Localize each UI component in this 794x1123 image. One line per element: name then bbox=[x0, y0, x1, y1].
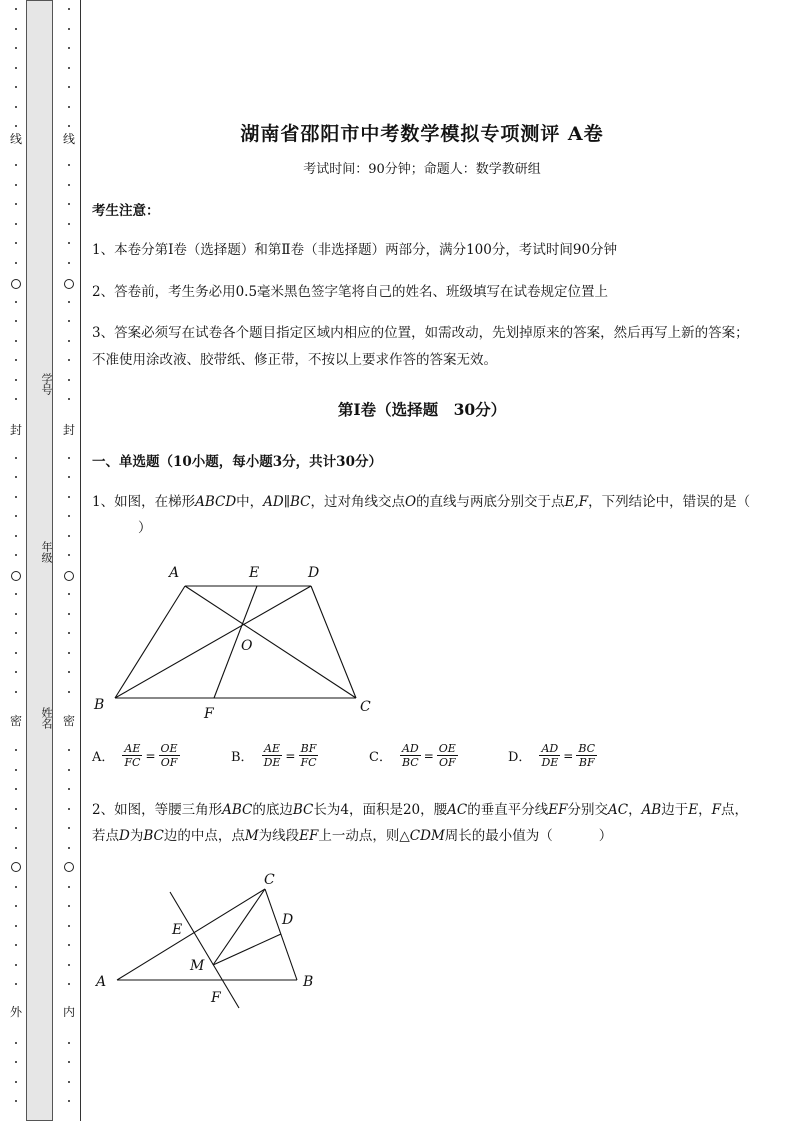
cut-dot bbox=[15, 515, 17, 517]
cut-dot bbox=[15, 983, 17, 985]
cut-dot bbox=[68, 886, 70, 888]
option-a[interactable]: A． $\frac{AE}{FC}$ = $\frac{OE}{OF}$ bbox=[92, 742, 178, 769]
label-O: O bbox=[241, 638, 253, 654]
diagonal-BD bbox=[115, 586, 311, 698]
name-field: 姓名 bbox=[40, 707, 53, 729]
segment-AB bbox=[115, 586, 185, 698]
cut-dot bbox=[15, 457, 17, 459]
exam-subtitle: 考试时间：90分钟；命题人：数学教研组 bbox=[303, 162, 541, 177]
cut-dot bbox=[15, 47, 17, 49]
cut-dot bbox=[68, 652, 70, 654]
cut-dot bbox=[68, 847, 70, 849]
cut-dot bbox=[68, 359, 70, 361]
cut-dot bbox=[68, 106, 70, 108]
triangle-figure bbox=[90, 864, 340, 1014]
cut-dot bbox=[15, 262, 17, 264]
notice-item-1: 1、本卷分第I卷（选择题）和第Ⅱ卷（非选择题）两部分，满分100分，考试时间90分钟 bbox=[92, 242, 618, 258]
cut-dot bbox=[15, 301, 17, 303]
cut-dot bbox=[68, 808, 70, 810]
cut-dot bbox=[68, 535, 70, 537]
segment-DC bbox=[311, 586, 356, 698]
cut-dot bbox=[68, 47, 70, 49]
cut-dot bbox=[15, 1042, 17, 1044]
cut-dot bbox=[15, 28, 17, 30]
cut-dot bbox=[15, 944, 17, 946]
trapezoid-figure bbox=[90, 558, 390, 728]
cut-dot bbox=[15, 808, 17, 810]
cut-dot bbox=[15, 320, 17, 322]
label-C: C bbox=[264, 872, 275, 888]
cut-circle-icon bbox=[64, 571, 74, 581]
label-B: B bbox=[303, 974, 314, 990]
cut-dot bbox=[15, 203, 17, 205]
cut-dot bbox=[68, 632, 70, 634]
label-B: B bbox=[94, 697, 105, 713]
inner-line-label: 线 bbox=[62, 132, 75, 146]
cut-dot bbox=[15, 964, 17, 966]
cut-dot bbox=[15, 184, 17, 186]
cut-dot bbox=[68, 749, 70, 751]
cut-dot bbox=[68, 788, 70, 790]
cut-dot bbox=[15, 398, 17, 400]
cut-dot bbox=[68, 301, 70, 303]
cut-dot bbox=[68, 379, 70, 381]
cut-dot bbox=[68, 905, 70, 907]
cut-dot bbox=[15, 613, 17, 615]
notice-item-3: 3、答案必须写在试卷各个题目指定区域内相应的位置，如需改动，先划掉原来的答案，然后再写上新的答案；不准使用涂改液、胶带纸、修正带，不按以上要求作答的答案无效。 bbox=[92, 325, 749, 368]
cut-dot bbox=[15, 476, 17, 478]
inner-inside-label: 内 bbox=[62, 1005, 75, 1019]
label-E: E bbox=[249, 565, 260, 581]
grade-field: 年级 bbox=[40, 541, 53, 563]
cut-dot bbox=[15, 652, 17, 654]
cut-dot bbox=[15, 827, 17, 829]
label-A: A bbox=[96, 974, 107, 990]
cut-dot bbox=[15, 340, 17, 342]
cut-dot bbox=[68, 476, 70, 478]
cut-dot bbox=[15, 86, 17, 88]
cut-dot bbox=[15, 164, 17, 166]
cut-dot bbox=[68, 223, 70, 225]
cut-dot bbox=[15, 925, 17, 927]
section-title: 第I卷（选择题 30分） bbox=[337, 400, 507, 419]
label-A: A bbox=[169, 565, 180, 581]
cut-dot bbox=[68, 1042, 70, 1044]
cut-dot bbox=[68, 8, 70, 10]
binding-line bbox=[80, 0, 81, 1121]
cut-dot bbox=[68, 983, 70, 985]
cut-dot bbox=[15, 905, 17, 907]
notice-item-2: 2、答卷前，考生务必用0.5毫米黑色签字笔将自己的姓名、班级填写在试卷规定位置上 bbox=[92, 284, 609, 300]
cut-dot bbox=[15, 1061, 17, 1063]
cut-dot bbox=[68, 944, 70, 946]
outer-seal-label: 封 bbox=[9, 423, 22, 437]
cut-dot bbox=[15, 106, 17, 108]
cut-dot bbox=[15, 788, 17, 790]
cut-dot bbox=[15, 379, 17, 381]
cut-dot bbox=[68, 320, 70, 322]
cut-dot bbox=[68, 1081, 70, 1083]
cut-dot bbox=[68, 964, 70, 966]
question-1-text: 1、如图，在梯形ABCD中，AD∥BC，过对角线交点O的直线与两底分别交于点E,F，下列结论中，错误的是（） bbox=[92, 494, 751, 536]
cut-dot bbox=[68, 515, 70, 517]
option-b[interactable]: B． $\frac{AE}{DE}$ = $\frac{BF}{FC}$ bbox=[231, 742, 317, 769]
cut-dot bbox=[15, 671, 17, 673]
inner-seal-label: 封 bbox=[62, 423, 75, 437]
label-C: C bbox=[360, 699, 371, 715]
cut-dot bbox=[15, 535, 17, 537]
cut-dot bbox=[15, 691, 17, 693]
cut-dot bbox=[15, 632, 17, 634]
cut-dot bbox=[68, 496, 70, 498]
student-number-field: 学号 bbox=[40, 373, 53, 395]
label-E: E bbox=[172, 922, 183, 938]
cut-dot bbox=[68, 262, 70, 264]
exam-title: 湖南省邵阳市中考数学模拟专项测评 A卷 bbox=[240, 123, 604, 145]
cut-dot bbox=[68, 398, 70, 400]
cut-dot bbox=[68, 925, 70, 927]
cut-dot bbox=[15, 886, 17, 888]
notice-heading: 考生注意： bbox=[92, 203, 160, 219]
cut-dot bbox=[15, 749, 17, 751]
label-D: D bbox=[308, 565, 320, 581]
cut-circle-icon bbox=[11, 862, 21, 872]
cut-circle-icon bbox=[64, 862, 74, 872]
label-M: M bbox=[190, 958, 205, 974]
option-c[interactable]: C． $\frac{AD}{BC}$ = $\frac{OE}{OF}$ bbox=[369, 742, 456, 769]
cut-dot bbox=[15, 496, 17, 498]
cut-dot bbox=[68, 67, 70, 69]
cut-dot bbox=[15, 223, 17, 225]
cut-dot bbox=[15, 8, 17, 10]
cut-dot bbox=[68, 593, 70, 595]
cut-dot bbox=[68, 691, 70, 693]
outer-dotted-cut-line bbox=[8, 0, 24, 1123]
cut-dot bbox=[68, 1061, 70, 1063]
cut-dot bbox=[68, 164, 70, 166]
cut-dot bbox=[68, 340, 70, 342]
cut-circle-icon bbox=[11, 571, 21, 581]
option-d[interactable]: D． $\frac{AD}{DE}$ = $\frac{BC}{BF}$ bbox=[508, 742, 596, 769]
cut-dot bbox=[68, 671, 70, 673]
label-D: D bbox=[282, 912, 294, 928]
cut-dot bbox=[15, 769, 17, 771]
binding-strip bbox=[26, 0, 53, 1121]
part-heading: 一、单选题（10小题，每小题3分，共计30分） bbox=[92, 454, 382, 470]
cut-dot bbox=[68, 613, 70, 615]
cut-dot bbox=[68, 184, 70, 186]
cut-dot bbox=[68, 242, 70, 244]
cut-dot bbox=[15, 125, 17, 127]
question-2-text: 2、如图，等腰三角形ABC的底边BC长为4，面积是20，腰AC的垂直平分线EF分别交AC，AB边于E，F点，若点D为BC边的中点，点M为线段EF上一动点，则△CDM周长的最小值为（ ） bbox=[92, 802, 748, 844]
segment-EF bbox=[170, 892, 239, 1008]
cut-circle-icon bbox=[64, 279, 74, 289]
outer-outside-label: 外 bbox=[9, 1005, 22, 1019]
cut-circle-icon bbox=[11, 279, 21, 289]
cut-dot bbox=[68, 1100, 70, 1102]
label-F: F bbox=[211, 990, 221, 1006]
label-F: F bbox=[204, 706, 214, 722]
cut-dot bbox=[15, 1081, 17, 1083]
cut-dot bbox=[15, 847, 17, 849]
cut-dot bbox=[68, 457, 70, 459]
cut-dot bbox=[68, 28, 70, 30]
cut-dot bbox=[68, 827, 70, 829]
cut-dot bbox=[68, 203, 70, 205]
cut-dot bbox=[68, 769, 70, 771]
outer-secret-label: 密 bbox=[9, 714, 22, 728]
cut-dot bbox=[15, 359, 17, 361]
cut-dot bbox=[15, 554, 17, 556]
cut-dot bbox=[15, 1100, 17, 1102]
cut-dot bbox=[15, 67, 17, 69]
cut-dot bbox=[68, 554, 70, 556]
cut-dot bbox=[68, 86, 70, 88]
cut-dot bbox=[15, 242, 17, 244]
diagonal-AC bbox=[185, 586, 356, 698]
inner-dotted-cut-line bbox=[61, 0, 77, 1123]
outer-line-label: 线 bbox=[9, 132, 22, 146]
cut-dot bbox=[15, 593, 17, 595]
cut-dot bbox=[68, 125, 70, 127]
inner-secret-label: 密 bbox=[62, 714, 75, 728]
